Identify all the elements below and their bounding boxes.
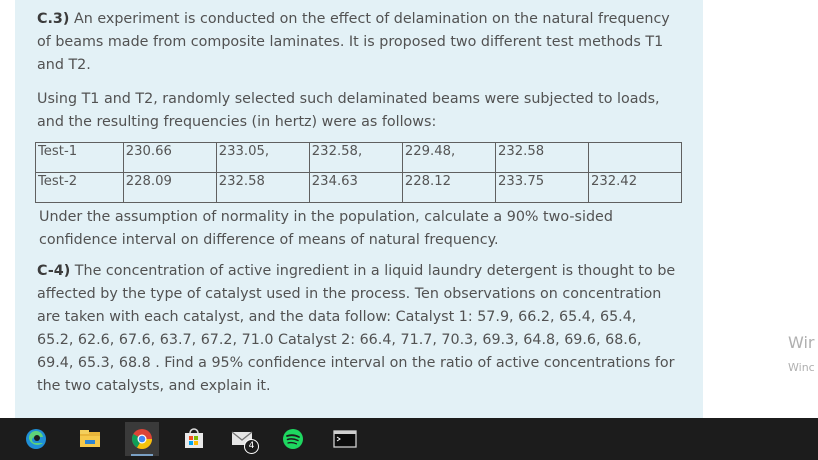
question-c3 (37, 8, 677, 77)
table-cell: 232.58 (495, 143, 588, 173)
table-cell: Test-1 (36, 143, 124, 173)
table-cell: 234.63 (309, 173, 402, 203)
question-c4 (37, 260, 677, 398)
question-c3-text: An experiment is conducted on the effect of delamination on the natural frequency of beams made from composite laminates. It is proposed two different test methods T1 and T2. (37, 11, 670, 73)
table-cell (588, 143, 681, 173)
question-c3-data-intro: Using T1 and T2, randomly selected such delaminated beams were subjected to loads, and the resulting frequencies (in hertz) were as follows: (37, 91, 660, 130)
table-cell: 232.58 (216, 173, 309, 203)
table-cell: 232.58, (309, 143, 402, 173)
spotify-icon[interactable] (276, 422, 310, 456)
frequency-table (35, 142, 682, 203)
table-cell: 232.42 (588, 173, 681, 203)
question-c4-label: C-4) (37, 263, 71, 279)
store-icon[interactable] (177, 422, 211, 456)
table-cell: 228.12 (402, 173, 495, 203)
mail-icon[interactable] (227, 422, 261, 456)
activate-windows-watermark-title: Wir (788, 333, 815, 352)
file-explorer-icon[interactable] (73, 422, 107, 456)
table-cell: 230.66 (123, 143, 216, 173)
table-cell: 233.05, (216, 143, 309, 173)
question-c3-task: Under the assumption of normality in the population, calculate a 90% two-sided confidence interval on difference of means of natural frequency. (39, 209, 613, 248)
question-c3-label: C.3) (37, 11, 70, 27)
terminal-icon[interactable] (328, 422, 362, 456)
table-cell: 233.75 (495, 173, 588, 203)
table-row (36, 143, 682, 173)
taskbar (0, 418, 818, 460)
table-cell: 229.48, (402, 143, 495, 173)
table-row (36, 173, 682, 203)
edge-icon[interactable] (19, 422, 53, 456)
chrome-icon[interactable] (125, 422, 159, 456)
mail-badge: 4 (244, 439, 259, 454)
active-indicator (131, 454, 153, 456)
question-c4-text: The concentration of active ingredient in a liquid laundry detergent is thought to be affected by the type of catalyst used in the process. Ten observations on concentration are taken with each catalyst, and the data follow: Catalyst 1: 57.9, 66.2, 65.4, 65.4, 65.2, 62.6, 67.6, 63.7, 67.2, 71.0 Catalyst 2: 66.4, 71.7, 70.3, 69.3, 64.8, 69.6, 68.6, 69.4, 65.3, 68.8 . Find a 95% confidence interval on the ratio of active concentrations for the two catalysts, and explain it. (37, 263, 676, 394)
document-page (15, 0, 703, 418)
table-cell: 228.09 (123, 173, 216, 203)
table-cell: Test-2 (36, 173, 124, 203)
activate-windows-watermark-subtitle: Winc (788, 361, 815, 374)
